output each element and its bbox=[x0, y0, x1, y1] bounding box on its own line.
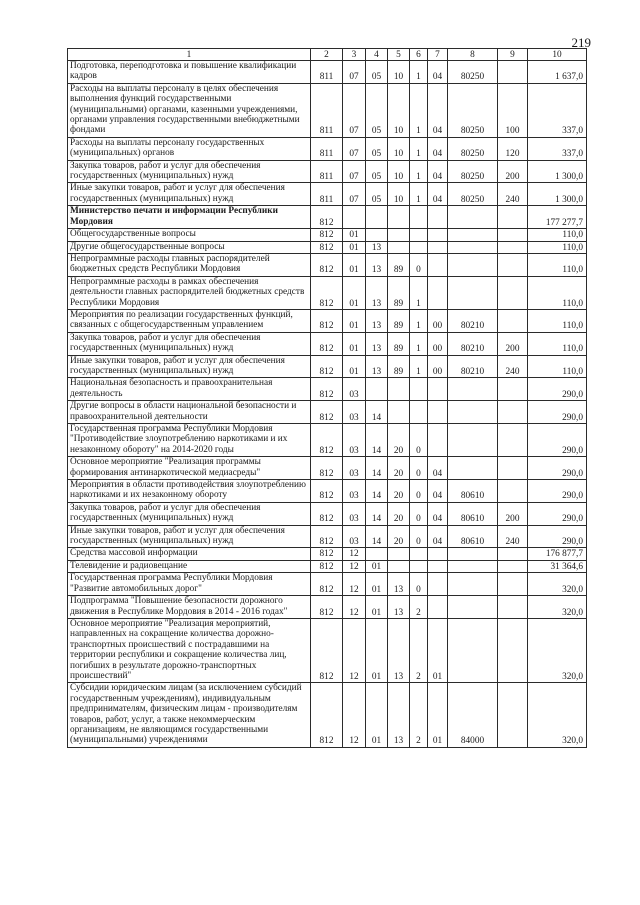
code-cell: 00 bbox=[428, 309, 448, 332]
code-cell: 07 bbox=[343, 137, 366, 160]
amount-cell: 110,0 bbox=[528, 241, 587, 253]
amount-cell: 110,0 bbox=[528, 332, 587, 355]
table-row bbox=[68, 480, 587, 503]
budget-table bbox=[67, 48, 587, 748]
amount-cell: 290,0 bbox=[528, 480, 587, 503]
code-cell: 00 bbox=[428, 355, 448, 378]
code-cell: 13 bbox=[366, 355, 388, 378]
code-cell bbox=[498, 309, 528, 332]
code-cell bbox=[448, 229, 498, 241]
code-cell: 240 bbox=[498, 525, 528, 548]
amount-cell: 1 300,0 bbox=[528, 183, 587, 206]
code-cell bbox=[448, 378, 498, 401]
code-cell bbox=[498, 401, 528, 424]
code-cell bbox=[498, 480, 528, 503]
amount-cell: 320,0 bbox=[528, 618, 587, 682]
code-cell: 12 bbox=[343, 560, 366, 572]
code-cell: 812 bbox=[311, 618, 343, 682]
table-row bbox=[68, 332, 587, 355]
code-cell: 812 bbox=[311, 241, 343, 253]
row-name-cell: Иные закупки товаров, работ и услуг для обеспечения государственных (муниципальных) нужд bbox=[68, 183, 311, 206]
row-name-cell: Общегосударственные вопросы bbox=[68, 229, 311, 241]
table-row bbox=[68, 548, 587, 560]
code-cell: 04 bbox=[428, 137, 448, 160]
code-cell: 03 bbox=[343, 525, 366, 548]
code-cell bbox=[428, 229, 448, 241]
row-name-cell: Государственная программа Республики Мордовия "Развитие автомобильных дорог" bbox=[68, 573, 311, 596]
code-cell: 10 bbox=[388, 61, 410, 84]
code-cell: 80210 bbox=[448, 332, 498, 355]
code-cell bbox=[498, 683, 528, 747]
code-cell: 05 bbox=[366, 83, 388, 137]
table-row bbox=[68, 183, 587, 206]
code-cell: 80250 bbox=[448, 61, 498, 84]
code-cell bbox=[498, 457, 528, 480]
table-row bbox=[68, 137, 587, 160]
code-cell bbox=[428, 378, 448, 401]
code-cell: 20 bbox=[388, 480, 410, 503]
code-cell: 89 bbox=[388, 276, 410, 309]
code-cell bbox=[388, 229, 410, 241]
code-cell bbox=[428, 276, 448, 309]
code-cell: 811 bbox=[311, 137, 343, 160]
code-cell bbox=[448, 560, 498, 572]
code-cell: 14 bbox=[366, 401, 388, 424]
amount-cell: 110,0 bbox=[528, 276, 587, 309]
code-cell: 10 bbox=[388, 83, 410, 137]
code-cell: 10 bbox=[388, 183, 410, 206]
code-cell: 01 bbox=[366, 560, 388, 572]
code-cell: 200 bbox=[498, 160, 528, 183]
code-cell: 01 bbox=[366, 683, 388, 747]
code-cell: 0 bbox=[410, 424, 428, 457]
code-cell: 89 bbox=[388, 332, 410, 355]
table-row bbox=[68, 502, 587, 525]
code-cell: 84000 bbox=[448, 683, 498, 747]
table-row bbox=[68, 229, 587, 241]
code-cell: 200 bbox=[498, 502, 528, 525]
code-cell: 05 bbox=[366, 137, 388, 160]
code-cell: 812 bbox=[311, 401, 343, 424]
code-cell: 13 bbox=[366, 309, 388, 332]
code-cell: 03 bbox=[343, 378, 366, 401]
code-cell: 80210 bbox=[448, 309, 498, 332]
table-row bbox=[68, 61, 587, 84]
table-row bbox=[68, 457, 587, 480]
code-cell: 13 bbox=[388, 618, 410, 682]
code-cell: 12 bbox=[343, 596, 366, 619]
row-name-cell: Непрограммные расходы главных распорядителей бюджетных средств Республики Мордовия bbox=[68, 253, 311, 276]
code-cell: 812 bbox=[311, 560, 343, 572]
code-cell: 04 bbox=[428, 525, 448, 548]
code-cell: 01 bbox=[428, 683, 448, 747]
code-cell: 1 bbox=[410, 160, 428, 183]
code-cell bbox=[410, 401, 428, 424]
code-cell: 01 bbox=[428, 618, 448, 682]
code-cell: 80210 bbox=[448, 355, 498, 378]
table-row bbox=[68, 206, 587, 229]
code-cell: 04 bbox=[428, 83, 448, 137]
code-cell: 0 bbox=[410, 573, 428, 596]
table-row bbox=[68, 241, 587, 253]
code-cell: 80250 bbox=[448, 137, 498, 160]
row-name-cell: Закупка товаров, работ и услуг для обеспечения государственных (муниципальных) нужд bbox=[68, 332, 311, 355]
code-cell: 01 bbox=[343, 309, 366, 332]
code-cell: 03 bbox=[343, 424, 366, 457]
amount-cell: 290,0 bbox=[528, 525, 587, 548]
code-cell bbox=[498, 229, 528, 241]
code-cell: 03 bbox=[343, 457, 366, 480]
code-cell: 01 bbox=[343, 253, 366, 276]
table-row bbox=[68, 355, 587, 378]
table-row bbox=[68, 83, 587, 137]
amount-cell: 1 300,0 bbox=[528, 160, 587, 183]
code-cell: 80610 bbox=[448, 480, 498, 503]
code-cell: 12 bbox=[343, 618, 366, 682]
code-cell bbox=[366, 206, 388, 229]
code-cell: 812 bbox=[311, 378, 343, 401]
code-cell bbox=[498, 548, 528, 560]
code-cell: 100 bbox=[498, 83, 528, 137]
row-name-cell: Расходы на выплаты персоналу государственных (муниципальных) органов bbox=[68, 137, 311, 160]
code-cell bbox=[498, 378, 528, 401]
page-number: 219 bbox=[571, 35, 591, 50]
code-cell bbox=[366, 229, 388, 241]
code-cell: 1 bbox=[410, 183, 428, 206]
code-cell bbox=[428, 206, 448, 229]
code-cell: 03 bbox=[343, 480, 366, 503]
code-cell: 04 bbox=[428, 480, 448, 503]
code-cell: 89 bbox=[388, 309, 410, 332]
code-cell: 80610 bbox=[448, 525, 498, 548]
code-cell: 14 bbox=[366, 480, 388, 503]
amount-cell: 320,0 bbox=[528, 596, 587, 619]
amount-cell: 1 637,0 bbox=[528, 61, 587, 84]
row-name-cell: Иные закупки товаров, работ и услуг для обеспечения государственных (муниципальных) нужд bbox=[68, 355, 311, 378]
code-cell: 1 bbox=[410, 137, 428, 160]
code-cell bbox=[448, 401, 498, 424]
amount-cell: 290,0 bbox=[528, 401, 587, 424]
code-cell: 812 bbox=[311, 276, 343, 309]
code-cell: 200 bbox=[498, 332, 528, 355]
code-cell: 14 bbox=[366, 457, 388, 480]
row-name-cell: Непрограммные расходы в рамках обеспечения деятельности главных распорядителей бюджетных средств Республики Мордовия bbox=[68, 276, 311, 309]
code-cell: 01 bbox=[366, 596, 388, 619]
code-cell: 812 bbox=[311, 548, 343, 560]
code-cell bbox=[388, 378, 410, 401]
col-header: 5 bbox=[388, 49, 410, 61]
code-cell: 812 bbox=[311, 206, 343, 229]
code-cell: 20 bbox=[388, 525, 410, 548]
col-header: 7 bbox=[428, 49, 448, 61]
col-header: 1 bbox=[68, 49, 311, 61]
code-cell: 05 bbox=[366, 160, 388, 183]
table-row bbox=[68, 683, 587, 747]
amount-cell: 337,0 bbox=[528, 83, 587, 137]
amount-cell: 31 364,6 bbox=[528, 560, 587, 572]
table-row bbox=[68, 596, 587, 619]
code-cell bbox=[343, 206, 366, 229]
code-cell: 811 bbox=[311, 83, 343, 137]
code-cell: 04 bbox=[428, 502, 448, 525]
code-cell: 13 bbox=[388, 683, 410, 747]
code-cell: 13 bbox=[366, 241, 388, 253]
col-header: 4 bbox=[366, 49, 388, 61]
code-cell: 04 bbox=[428, 457, 448, 480]
code-cell bbox=[428, 401, 448, 424]
code-cell: 07 bbox=[343, 160, 366, 183]
code-cell bbox=[388, 401, 410, 424]
code-cell: 20 bbox=[388, 502, 410, 525]
amount-cell: 110,0 bbox=[528, 253, 587, 276]
code-cell: 12 bbox=[343, 573, 366, 596]
code-cell bbox=[410, 560, 428, 572]
code-cell bbox=[388, 560, 410, 572]
code-cell: 0 bbox=[410, 480, 428, 503]
code-cell: 0 bbox=[410, 253, 428, 276]
code-cell: 812 bbox=[311, 332, 343, 355]
table-row bbox=[68, 525, 587, 548]
header-row bbox=[68, 49, 587, 61]
row-name-cell: Закупка товаров, работ и услуг для обеспечения государственных (муниципальных) нужд bbox=[68, 502, 311, 525]
code-cell: 812 bbox=[311, 480, 343, 503]
code-cell bbox=[388, 241, 410, 253]
code-cell: 05 bbox=[366, 183, 388, 206]
table-row bbox=[68, 309, 587, 332]
code-cell: 07 bbox=[343, 83, 366, 137]
amount-cell: 110,0 bbox=[528, 309, 587, 332]
code-cell bbox=[448, 548, 498, 560]
code-cell: 812 bbox=[311, 573, 343, 596]
code-cell: 2 bbox=[410, 618, 428, 682]
code-cell: 80610 bbox=[448, 502, 498, 525]
code-cell bbox=[448, 618, 498, 682]
amount-cell: 320,0 bbox=[528, 573, 587, 596]
code-cell bbox=[498, 560, 528, 572]
code-cell: 01 bbox=[366, 573, 388, 596]
code-cell: 2 bbox=[410, 596, 428, 619]
code-cell: 14 bbox=[366, 424, 388, 457]
amount-cell: 337,0 bbox=[528, 137, 587, 160]
code-cell bbox=[410, 548, 428, 560]
code-cell bbox=[428, 548, 448, 560]
row-name-cell: Другие вопросы в области национальной безопасности и правоохранительной деятельности bbox=[68, 401, 311, 424]
code-cell: 812 bbox=[311, 229, 343, 241]
row-name-cell: Мероприятия по реализации государственных функций, связанных с общегосударственным управлением bbox=[68, 309, 311, 332]
code-cell: 120 bbox=[498, 137, 528, 160]
amount-cell: 110,0 bbox=[528, 229, 587, 241]
code-cell bbox=[448, 424, 498, 457]
col-header: 10 bbox=[528, 49, 587, 61]
code-cell bbox=[410, 206, 428, 229]
row-name-cell: Подпрограмма "Повышение безопасности дорожного движения в Республике Мордовия в 2014 - 2016 годах" bbox=[68, 596, 311, 619]
code-cell: 20 bbox=[388, 457, 410, 480]
code-cell: 01 bbox=[343, 241, 366, 253]
code-cell bbox=[498, 61, 528, 84]
code-cell: 812 bbox=[311, 309, 343, 332]
code-cell: 812 bbox=[311, 596, 343, 619]
code-cell bbox=[448, 276, 498, 309]
row-name-cell: Подготовка, переподготовка и повышение квалификации кадров bbox=[68, 61, 311, 84]
row-name-cell: Иные закупки товаров, работ и услуг для обеспечения государственных (муниципальных) нужд bbox=[68, 525, 311, 548]
code-cell: 01 bbox=[366, 618, 388, 682]
code-cell: 0 bbox=[410, 457, 428, 480]
code-cell: 812 bbox=[311, 424, 343, 457]
amount-cell: 290,0 bbox=[528, 502, 587, 525]
code-cell bbox=[366, 378, 388, 401]
code-cell: 240 bbox=[498, 355, 528, 378]
row-name-cell: Основное мероприятие "Реализация программы формирования антинаркотической медиасреды" bbox=[68, 457, 311, 480]
table-row bbox=[68, 424, 587, 457]
amount-cell: 290,0 bbox=[528, 424, 587, 457]
code-cell bbox=[498, 596, 528, 619]
code-cell: 01 bbox=[343, 276, 366, 309]
code-cell: 05 bbox=[366, 61, 388, 84]
code-cell: 10 bbox=[388, 137, 410, 160]
code-cell: 812 bbox=[311, 525, 343, 548]
code-cell bbox=[428, 573, 448, 596]
code-cell bbox=[410, 378, 428, 401]
code-cell: 01 bbox=[343, 332, 366, 355]
row-name-cell: Министерство печати и информации Республики Мордовия bbox=[68, 206, 311, 229]
amount-cell: 176 877,7 bbox=[528, 548, 587, 560]
table-row bbox=[68, 276, 587, 309]
code-cell: 14 bbox=[366, 525, 388, 548]
code-cell: 811 bbox=[311, 160, 343, 183]
row-name-cell: Закупка товаров, работ и услуг для обеспечения государственных (муниципальных) нужд bbox=[68, 160, 311, 183]
code-cell: 811 bbox=[311, 61, 343, 84]
code-cell: 12 bbox=[343, 683, 366, 747]
code-cell bbox=[498, 424, 528, 457]
code-cell: 01 bbox=[343, 355, 366, 378]
code-cell: 04 bbox=[428, 183, 448, 206]
code-cell: 04 bbox=[428, 61, 448, 84]
col-header: 2 bbox=[311, 49, 343, 61]
code-cell bbox=[498, 276, 528, 309]
code-cell: 13 bbox=[388, 573, 410, 596]
code-cell bbox=[388, 206, 410, 229]
code-cell bbox=[428, 424, 448, 457]
table-row bbox=[68, 618, 587, 682]
table-row bbox=[68, 378, 587, 401]
row-name-cell: Телевидение и радиовещание bbox=[68, 560, 311, 572]
code-cell: 1 bbox=[410, 61, 428, 84]
code-cell bbox=[448, 206, 498, 229]
code-cell: 1 bbox=[410, 332, 428, 355]
code-cell bbox=[428, 253, 448, 276]
code-cell: 812 bbox=[311, 355, 343, 378]
code-cell bbox=[428, 241, 448, 253]
code-cell: 07 bbox=[343, 61, 366, 84]
code-cell: 812 bbox=[311, 253, 343, 276]
code-cell: 811 bbox=[311, 183, 343, 206]
code-cell: 00 bbox=[428, 332, 448, 355]
code-cell: 04 bbox=[428, 160, 448, 183]
table-row bbox=[68, 560, 587, 572]
amount-cell: 320,0 bbox=[528, 683, 587, 747]
code-cell bbox=[448, 457, 498, 480]
row-name-cell: Государственная программа Республики Мордовия "Противодействие злоупотреблению наркотиками и их незаконному обороту" на 2014-2020 годы bbox=[68, 424, 311, 457]
code-cell: 01 bbox=[343, 229, 366, 241]
code-cell bbox=[498, 206, 528, 229]
code-cell bbox=[448, 573, 498, 596]
code-cell: 812 bbox=[311, 457, 343, 480]
code-cell: 812 bbox=[311, 683, 343, 747]
code-cell: 07 bbox=[343, 183, 366, 206]
code-cell bbox=[448, 241, 498, 253]
code-cell bbox=[388, 548, 410, 560]
row-name-cell: Другие общегосударственные вопросы bbox=[68, 241, 311, 253]
code-cell: 14 bbox=[366, 502, 388, 525]
code-cell: 0 bbox=[410, 525, 428, 548]
row-name-cell: Национальная безопасность и правоохранительная деятельность bbox=[68, 378, 311, 401]
code-cell bbox=[410, 229, 428, 241]
code-cell: 13 bbox=[388, 596, 410, 619]
code-cell bbox=[410, 241, 428, 253]
col-header: 9 bbox=[498, 49, 528, 61]
code-cell: 1 bbox=[410, 309, 428, 332]
amount-cell: 177 277,7 bbox=[528, 206, 587, 229]
col-header: 8 bbox=[448, 49, 498, 61]
code-cell: 80250 bbox=[448, 183, 498, 206]
code-cell bbox=[448, 253, 498, 276]
code-cell bbox=[428, 596, 448, 619]
table-row bbox=[68, 401, 587, 424]
code-cell bbox=[428, 560, 448, 572]
code-cell: 1 bbox=[410, 276, 428, 309]
code-cell: 13 bbox=[366, 276, 388, 309]
code-cell: 89 bbox=[388, 253, 410, 276]
code-cell: 2 bbox=[410, 683, 428, 747]
code-cell: 240 bbox=[498, 183, 528, 206]
code-cell: 10 bbox=[388, 160, 410, 183]
code-cell bbox=[366, 548, 388, 560]
amount-cell: 110,0 bbox=[528, 355, 587, 378]
code-cell: 1 bbox=[410, 83, 428, 137]
row-name-cell: Расходы на выплаты персоналу в целях обеспечения выполнения функций государственными (муниципальными) органами, казенными учреждениями, органами управления государственными внебюджетными фондами bbox=[68, 83, 311, 137]
code-cell: 80250 bbox=[448, 160, 498, 183]
code-cell: 13 bbox=[366, 253, 388, 276]
code-cell: 80250 bbox=[448, 83, 498, 137]
code-cell bbox=[498, 253, 528, 276]
code-cell: 0 bbox=[410, 502, 428, 525]
row-name-cell: Субсидии юридическим лицам (за исключением субсидий государственным учреждениям), индивидуальным предпринимателям, физическим лицам - производителям товаров, работ, услуг, а также некоммерческим организациям, не являющимся государственными (муниципальными) учреждениями bbox=[68, 683, 311, 747]
table-row bbox=[68, 160, 587, 183]
row-name-cell: Основное мероприятие "Реализация мероприятий, направленных на сокращение количества дорожно-транспортных происшествий с пострадавшими на территории республики и сокращение количества лиц, погибших в результате дорожно-транспортных происшествий" bbox=[68, 618, 311, 682]
row-name-cell: Мероприятия в области противодействия злоупотреблению наркотиками и их незаконному обороту bbox=[68, 480, 311, 503]
table-row bbox=[68, 573, 587, 596]
code-cell: 13 bbox=[366, 332, 388, 355]
code-cell bbox=[448, 596, 498, 619]
amount-cell: 290,0 bbox=[528, 457, 587, 480]
code-cell: 12 bbox=[343, 548, 366, 560]
code-cell bbox=[498, 618, 528, 682]
code-cell: 812 bbox=[311, 502, 343, 525]
code-cell: 20 bbox=[388, 424, 410, 457]
code-cell bbox=[498, 241, 528, 253]
col-header: 6 bbox=[410, 49, 428, 61]
col-header: 3 bbox=[343, 49, 366, 61]
code-cell bbox=[498, 573, 528, 596]
code-cell: 89 bbox=[388, 355, 410, 378]
amount-cell: 290,0 bbox=[528, 378, 587, 401]
table-row bbox=[68, 253, 587, 276]
code-cell: 03 bbox=[343, 502, 366, 525]
code-cell: 1 bbox=[410, 355, 428, 378]
code-cell: 03 bbox=[343, 401, 366, 424]
row-name-cell: Средства массовой информации bbox=[68, 548, 311, 560]
